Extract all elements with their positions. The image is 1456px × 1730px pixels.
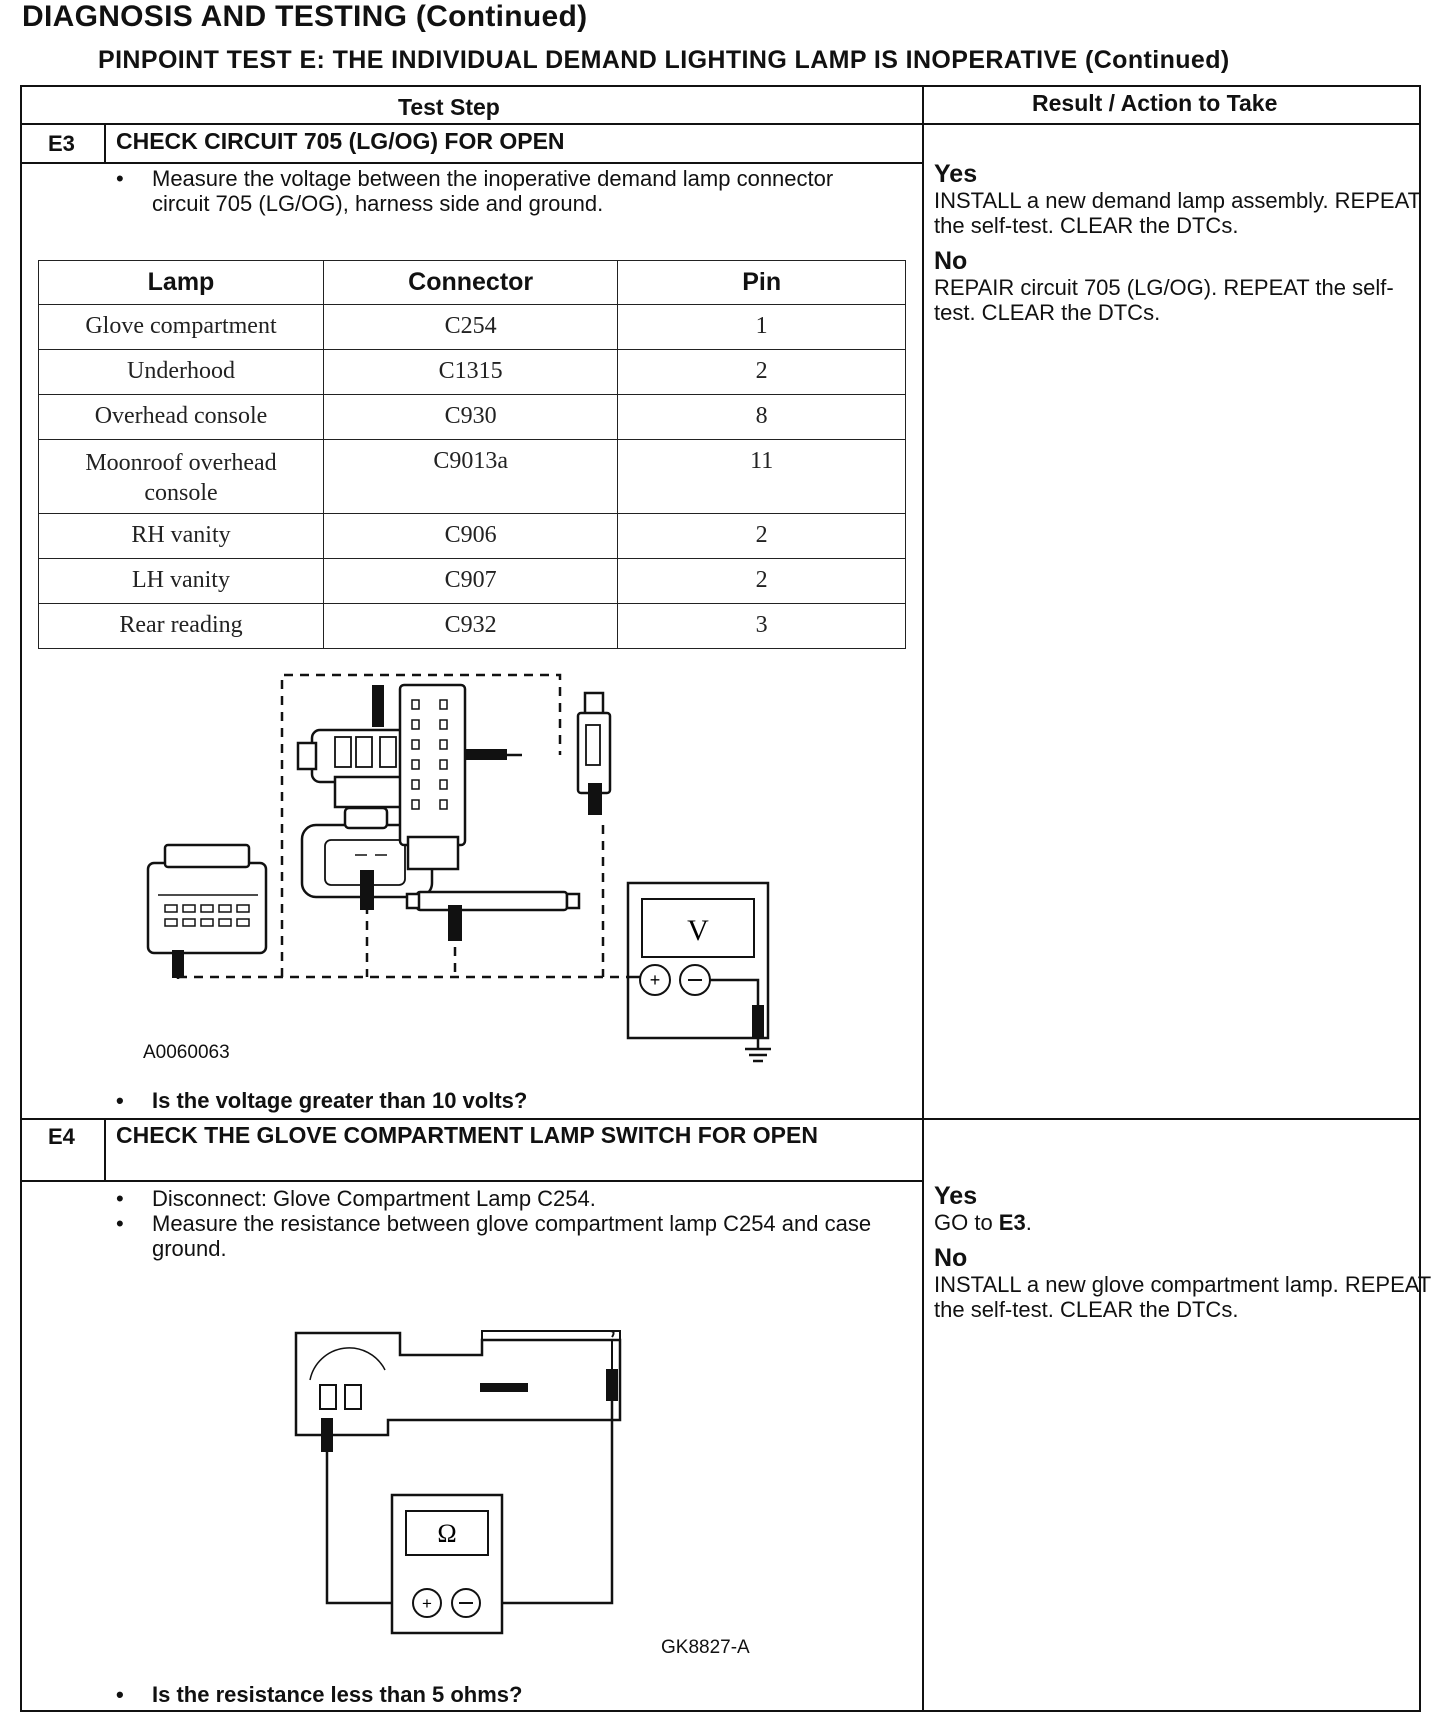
result-yes-text-prefix: GO to	[934, 1210, 999, 1235]
question-e4: • Is the resistance less than 5 ohms?	[116, 1682, 522, 1708]
table-row	[39, 440, 906, 514]
table-header-connector: Connector	[323, 261, 617, 305]
result-yes-text	[934, 1210, 1434, 1235]
probe-lamp-terminal	[321, 1418, 333, 1452]
step-id-e4: E4	[48, 1124, 75, 1149]
pin-cell: 1	[618, 305, 906, 350]
lamp-cell: Moonroof overhead console	[39, 440, 324, 514]
column-header-result: Result / Action to Take	[1032, 90, 1278, 116]
connector-cell: C9013a	[323, 440, 617, 514]
step-title-divider	[20, 162, 922, 164]
step-id-divider	[104, 1118, 106, 1180]
result-yes-label: Yes	[934, 160, 978, 188]
svg-text:+: +	[649, 970, 661, 990]
table-row	[39, 305, 906, 350]
lamp-cell: Glove compartment	[39, 305, 324, 350]
lamp-cell: RH vanity	[39, 514, 324, 559]
figure-label-e4: GK8827-A	[661, 1637, 750, 1658]
probe-c906	[360, 870, 374, 910]
step-id-divider	[104, 125, 106, 163]
connector-c932	[578, 693, 610, 793]
probe-c9013a	[172, 950, 184, 978]
pin-cell: 2	[618, 559, 906, 604]
glove-lamp-connector	[296, 1333, 620, 1435]
voltage-test-diagram	[130, 665, 780, 1075]
lamp-cell: Overhead console	[39, 395, 324, 440]
table-row	[39, 514, 906, 559]
pin-cell: 8	[618, 395, 906, 440]
ground-probe	[752, 1005, 764, 1037]
connector-cell: C1315	[323, 350, 617, 395]
table-header-lamp: Lamp	[39, 261, 324, 305]
probe-c1315	[448, 905, 462, 941]
pin-cell: 2	[618, 514, 906, 559]
ohmmeter	[392, 1495, 502, 1633]
resistance-test-diagram	[290, 1325, 640, 1645]
table-header-pin: Pin	[618, 261, 906, 305]
lamp-connector-table	[38, 260, 906, 649]
step-title-e3: CHECK CIRCUIT 705 (LG/OG) FOR OPEN	[116, 128, 565, 154]
result-no-label: No	[934, 1244, 968, 1272]
voltmeter	[628, 883, 768, 1038]
e3-instructions	[116, 166, 836, 216]
ohmmeter-symbol: Ω	[437, 1519, 457, 1548]
lamp-cell: Rear reading	[39, 604, 324, 649]
e3-instruction: • Measure the voltage between the inoperative demand lamp connector circuit 705 (LG/OG), harness side and ground.	[116, 166, 836, 216]
test-subtitle: PINPOINT TEST E: THE INDIVIDUAL DEMAND LIGHTING LAMP IS INOPERATIVE (Continued)	[98, 46, 1230, 74]
table-row	[39, 559, 906, 604]
connector-cell: C932	[323, 604, 617, 649]
connector-cell: C930	[323, 395, 617, 440]
column-divider	[922, 85, 924, 1712]
step-divider	[20, 1118, 1421, 1120]
e4-instruction: • Disconnect: Glove Compartment Lamp C254.	[116, 1186, 876, 1211]
table-row	[39, 350, 906, 395]
connector-c9013a	[148, 845, 266, 953]
voltmeter-symbol: V	[687, 914, 709, 947]
header-divider	[20, 123, 1421, 125]
probe-c932	[588, 783, 602, 815]
column-header-test-step: Test Step	[398, 94, 500, 120]
result-no-text: REPAIR circuit 705 (LG/OG). REPEAT the self-test. CLEAR the DTCs.	[934, 275, 1394, 325]
pin-cell: 3	[618, 604, 906, 649]
pin-cell: 2	[618, 350, 906, 395]
page-title: DIAGNOSIS AND TESTING (Continued)	[22, 0, 588, 33]
result-yes-label: Yes	[934, 1182, 978, 1210]
lamp-cell: Underhood	[39, 350, 324, 395]
step-title-divider	[20, 1180, 922, 1182]
pin-cell: 11	[618, 440, 906, 514]
question-e3: • Is the voltage greater than 10 volts?	[116, 1088, 527, 1114]
probe-c930	[372, 685, 384, 727]
connector-cell: C254	[323, 305, 617, 350]
table-row	[39, 604, 906, 649]
connector-cell: C906	[323, 514, 617, 559]
result-yes-text-suffix: .	[1025, 1210, 1032, 1235]
result-no-label: No	[934, 247, 968, 275]
lamp-cell: LH vanity	[39, 559, 324, 604]
result-e4	[934, 1183, 1434, 1322]
e4-instructions	[116, 1186, 876, 1261]
step-title-e4: CHECK THE GLOVE COMPARTMENT LAMP SWITCH FOR OPEN	[116, 1122, 818, 1148]
probe-c907	[465, 749, 507, 760]
connector-c907	[400, 685, 465, 869]
result-no-text: INSTALL a new glove compartment lamp. REPEAT the self-test. CLEAR the DTCs.	[934, 1272, 1431, 1322]
connector-c1315	[407, 892, 579, 910]
table-row	[39, 395, 906, 440]
result-e3	[934, 161, 1434, 325]
probe-case-ground	[606, 1369, 618, 1401]
result-yes-text: INSTALL a new demand lamp assembly. REPEAT the self-test. CLEAR the DTCs.	[934, 188, 1421, 238]
lamp-switch	[480, 1383, 528, 1392]
svg-text:+: +	[422, 1594, 432, 1613]
figure-label-e3: A0060063	[143, 1042, 230, 1063]
step-id-e3: E3	[48, 131, 75, 156]
goto-step-link: E3	[998, 1210, 1026, 1235]
e4-instruction: • Measure the resistance between glove compartment lamp C254 and case ground.	[116, 1211, 876, 1261]
connector-cell: C907	[323, 559, 617, 604]
